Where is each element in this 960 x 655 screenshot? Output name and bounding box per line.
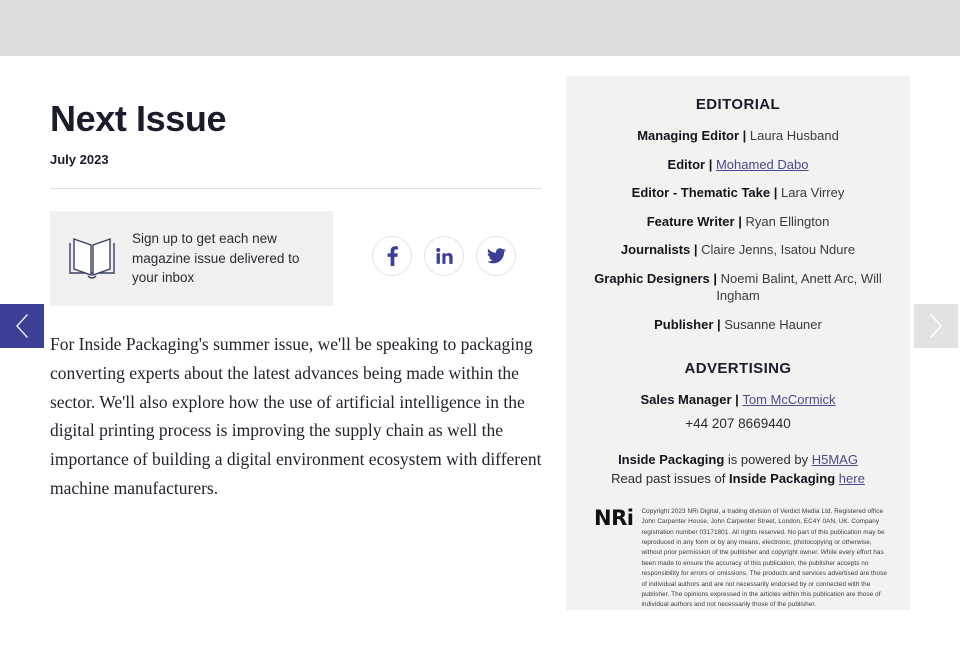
credit-name: Noemi Balint, Anett Arc, Will Ingham: [716, 270, 882, 304]
credit-role: Editor: [667, 156, 706, 172]
credit-role: Managing Editor: [637, 128, 740, 143]
nri-logo: NRi: [594, 505, 634, 530]
social-links: [372, 236, 528, 276]
issue-date: July 2023: [50, 151, 109, 167]
credit-role: Feature Writer: [646, 213, 735, 229]
legal-block: [580, 507, 896, 611]
credit-name: Laura Husband: [749, 128, 839, 143]
credit-sales-manager: Sales Manager | Tom McCormick: [640, 392, 836, 408]
brand-name: Inside Packaging: [728, 471, 836, 487]
credit-role: Editor - Thematic Take: [631, 185, 771, 201]
top-bar: [0, 0, 960, 56]
next-issue-section: [50, 100, 542, 521]
credit-publisher: Publisher | Susanne Hauner: [654, 316, 822, 332]
powered-by-block: [580, 450, 896, 489]
copyright-text: Copyright 2023 NRi Digital, a trading division of Verdict Media Ltd. Registered office John Carpenter House, John Carpenter Street, London, EC4Y 0AN, UK. Company registration number 03171801. All rights reserved. No part of this publication may be reproduced in any form or by any means, electronic, photocopying or otherwise, without prior permission of the publisher and copyright owner. While every effort has been made to ensure the accuracy of this publication, the publisher accepts no responsibility for errors or omissions. The products and services advertised are those of individual authors and are not necessarily endorsed by or connected with the publisher. The opinions expressed in the articles within this publication are those of individual authors and not necessarily those of the publisher.: [641, 507, 887, 609]
powered-by-line: [580, 450, 896, 470]
open-book-icon: [66, 236, 118, 280]
powered-by-text: is powered by: [724, 451, 812, 467]
signup-text: Sign up to get each new magazine issue delivered to your inbox: [132, 230, 300, 286]
credit-role: Graphic Designers: [594, 270, 710, 286]
twitter-icon[interactable]: [476, 236, 516, 276]
past-issues-prefix: Read past issues of: [611, 471, 729, 487]
h5mag-link[interactable]: H5MAG: [811, 451, 858, 467]
credit-graphic-designers: Graphic Designers | Noemi Balint, Anett Arc, Will Ingham: [594, 270, 882, 304]
masthead-panel: [566, 76, 910, 610]
divider: [50, 188, 542, 189]
linkedin-icon[interactable]: [424, 236, 464, 276]
credit-managing-editor: Managing Editor | Laura Husband: [637, 128, 839, 143]
advertising-heading: ADVERTISING: [684, 360, 792, 378]
chevron-right-icon: [928, 313, 944, 339]
signup-row: [50, 211, 542, 306]
sales-phone: +44 207 8669440: [685, 415, 791, 431]
credit-feature-writer: Feature Writer | Ryan Ellington: [646, 213, 830, 229]
issue-description: For Inside Packaging's summer issue, we'll be speaking to packaging converting experts about the latest advances being made within the sector. We'll also explore how the use of artificial intelligence in the digital printing process is improving the supply chain as well the importance of building a digital environment ecosystem with different machine manufacturers.: [50, 333, 542, 499]
past-issues-link[interactable]: here: [838, 471, 865, 487]
magazine-page: [0, 56, 960, 655]
credit-editor: Editor | Mohamed Dabo: [667, 156, 809, 172]
newsletter-signup-box[interactable]: [50, 211, 333, 306]
past-issues-line: [580, 469, 896, 489]
credit-name: Claire Jenns, Isatou Ndure: [701, 242, 856, 258]
credit-role: Sales Manager: [640, 392, 732, 408]
next-page-button[interactable]: [914, 304, 958, 348]
editor-link[interactable]: Mohamed Dabo: [715, 156, 809, 172]
page-title: Next Issue: [50, 98, 227, 139]
brand-name: Inside Packaging: [618, 451, 725, 467]
credit-name: Ryan Ellington: [745, 213, 830, 229]
editorial-heading: EDITORIAL: [695, 96, 781, 113]
credit-journalists: Journalists | Claire Jenns, Isatou Ndure: [620, 242, 856, 258]
facebook-icon[interactable]: [372, 236, 412, 276]
credit-role: Journalists: [620, 242, 691, 258]
chevron-left-icon: [14, 313, 30, 339]
prev-page-button[interactable]: [0, 304, 44, 348]
credit-name: Susanne Hauner: [724, 316, 822, 332]
credit-name: Lara Virrey: [781, 185, 845, 201]
credit-role: Publisher: [654, 316, 714, 332]
credit-thematic-editor: Editor - Thematic Take | Lara Virrey: [631, 185, 845, 201]
sales-manager-link[interactable]: Tom McCormick: [742, 392, 836, 408]
